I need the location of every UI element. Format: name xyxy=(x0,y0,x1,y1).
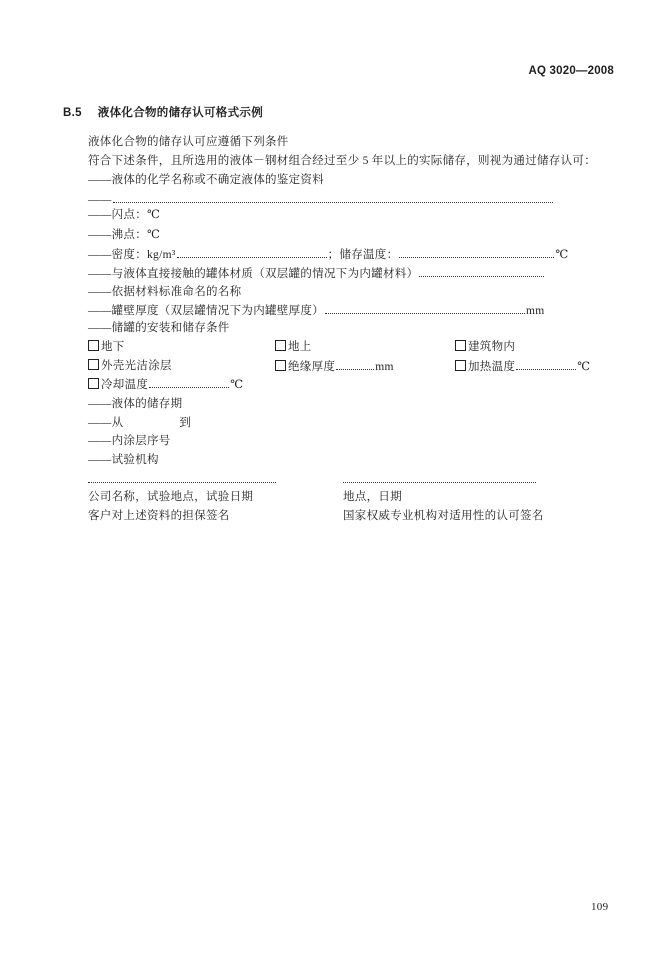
installation-conditions-label: ——储罐的安装和储存条件 xyxy=(88,322,230,334)
from-label: ——从 xyxy=(88,417,124,429)
fill-in-leader xyxy=(325,303,525,314)
wall-thickness-label: ——罐壁厚度（双层罐情况下为内罐壁厚度） xyxy=(88,305,324,317)
boiling-point-field: ——沸点：℃ xyxy=(88,229,161,241)
option-label: 建筑物内 xyxy=(468,341,516,353)
option-insulation-thickness xyxy=(275,359,394,374)
intro-line-1: 液体化合物的储存认可应遵循下列条件 xyxy=(88,136,289,148)
option-cooling-temperature xyxy=(88,377,243,392)
standard-code: AQ 3020—2008 xyxy=(528,65,614,77)
density-label: ——密度：kg/m³ xyxy=(88,249,176,261)
fill-in-leader xyxy=(149,377,229,388)
intro-line-2: 符合下述条件，且所选用的液体－钢材组合经过至少 5 年以上的实际储存，则视为通过储存认可： xyxy=(88,155,596,167)
tank-material-field xyxy=(88,266,545,281)
storage-temp-unit: ℃ xyxy=(555,249,569,261)
storage-period-range xyxy=(88,416,191,430)
signature-leader-left xyxy=(88,476,276,483)
signature-left-line-2: 客户对上述资料的担保签名 xyxy=(88,510,230,522)
fill-in-leader xyxy=(113,192,553,203)
option-label: 绝缘厚度 xyxy=(288,361,336,373)
option-label: 地上 xyxy=(288,341,312,353)
fill-in-leader xyxy=(336,359,374,370)
chemical-name-blank-line xyxy=(88,192,554,207)
option-heating-temperature xyxy=(455,359,590,374)
checkbox-icon xyxy=(275,340,286,351)
to-label: 到 xyxy=(179,417,192,429)
checkbox-icon xyxy=(88,378,99,389)
wall-thickness-unit: mm xyxy=(526,305,545,317)
option-unit: ℃ xyxy=(230,379,244,391)
option-unit: ℃ xyxy=(577,361,591,373)
fill-in-leader xyxy=(399,247,554,258)
tank-material-label: ——与液体直接接触的罐体材质（双层罐的情况下为内罐材料） xyxy=(88,268,419,280)
option-label: 加热温度 xyxy=(468,361,516,373)
inner-coating-number-label: ——内涂层序号 xyxy=(88,435,171,447)
signature-left-line-1: 公司名称，试验地点，试验日期 xyxy=(88,491,254,503)
option-inside-building xyxy=(455,340,515,354)
page-number: 109 xyxy=(591,901,609,913)
option-unit: mm xyxy=(375,361,394,373)
option-outer-coating xyxy=(88,359,172,373)
checkbox-icon xyxy=(275,360,286,371)
checkbox-icon xyxy=(88,359,99,370)
test-institution-label: ——试验机构 xyxy=(88,454,159,466)
option-label: 地下 xyxy=(101,341,125,353)
material-standard-name-field: ——依据材料标准命名的名称 xyxy=(88,286,242,298)
fill-in-leader xyxy=(516,359,576,370)
checkbox-icon xyxy=(88,340,99,351)
chemical-name-field: ——液体的化学名称或不确定液体的鉴定资料 xyxy=(88,174,324,186)
section-number: B.5 xyxy=(63,107,82,119)
section-title: 液体化合物的储存认可格式示例 xyxy=(97,107,263,119)
storage-period-label: ——液体的储存期 xyxy=(88,398,183,410)
option-label: 外壳光洁涂层 xyxy=(101,360,172,372)
wall-thickness-field xyxy=(88,303,545,318)
dash-prefix: —— xyxy=(88,194,112,206)
flash-point-field: ——闪点：℃ xyxy=(88,209,161,221)
option-above-ground xyxy=(275,340,312,354)
signature-right-line-1: 地点，日期 xyxy=(343,491,402,503)
section-heading xyxy=(63,106,263,120)
option-underground xyxy=(88,340,125,354)
density-storage-temp-field xyxy=(88,247,569,262)
fill-in-leader xyxy=(419,266,544,277)
signature-right-line-2: 国家权威专业机构对适用性的认可签名 xyxy=(343,510,544,522)
signature-leader-right xyxy=(343,476,536,483)
storage-temp-label: ；储存温度： xyxy=(327,249,399,261)
checkbox-icon xyxy=(455,340,466,351)
fill-in-leader xyxy=(177,247,327,258)
option-label: 冷却温度 xyxy=(101,379,149,391)
checkbox-icon xyxy=(455,360,466,371)
